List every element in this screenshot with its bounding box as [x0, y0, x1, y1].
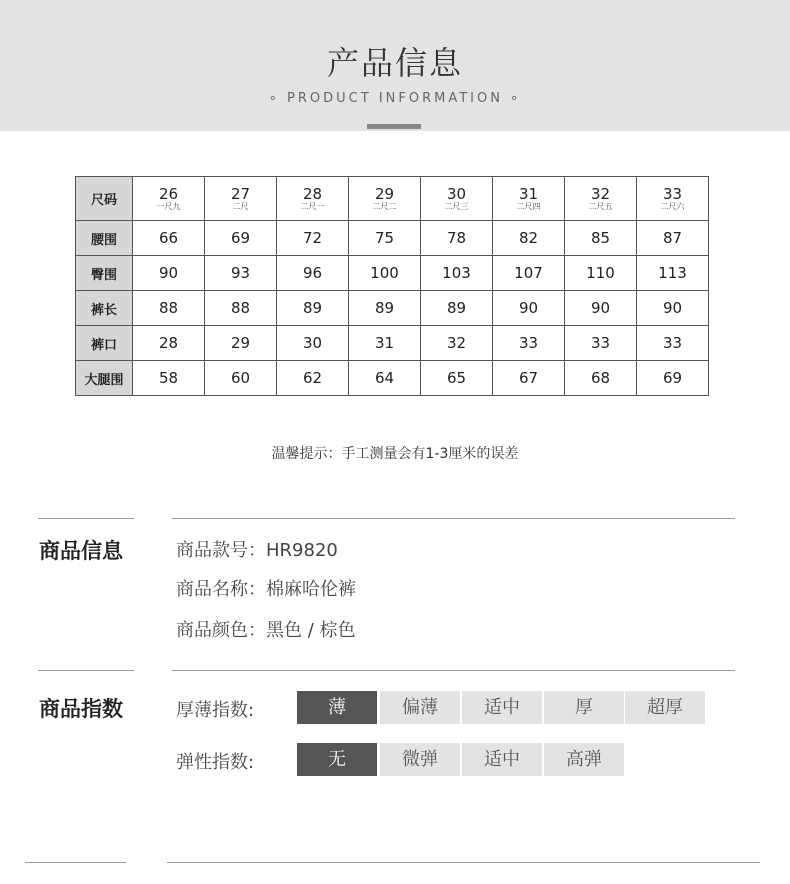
size-header-cell — [565, 177, 637, 221]
header-banner — [0, 0, 790, 131]
divider-left — [25, 862, 126, 863]
table-cell: 30 — [277, 326, 349, 361]
size-chinese: 一尺九 — [156, 201, 181, 211]
table-cell: 31 — [349, 326, 421, 361]
table-cell: 69 — [205, 221, 277, 256]
table-cell: 60 — [205, 361, 277, 396]
size-table-head-label: 尺码 — [76, 177, 133, 221]
size-header-cell — [349, 177, 421, 221]
table-cell: 75 — [349, 221, 421, 256]
row-label: 裤长 — [76, 291, 133, 326]
table-cell: 28 — [133, 326, 205, 361]
size-header-cell — [277, 177, 349, 221]
table-cell: 90 — [493, 291, 565, 326]
divider-right — [172, 670, 735, 671]
size-chinese: 二尺二 — [372, 201, 397, 211]
divider-left — [38, 518, 134, 519]
divider-right — [167, 862, 760, 863]
table-cell: 90 — [637, 291, 709, 326]
row-label: 裤口 — [76, 326, 133, 361]
table-cell: 85 — [565, 221, 637, 256]
table-cell: 33 — [493, 326, 565, 361]
size-chinese: 二尺一 — [300, 201, 325, 211]
table-cell: 58 — [133, 361, 205, 396]
size-chinese: 二尺五 — [588, 201, 613, 211]
table-cell: 88 — [205, 291, 277, 326]
table-cell: 89 — [421, 291, 493, 326]
table-cell: 100 — [349, 256, 421, 291]
table-row-length — [76, 291, 709, 326]
measurement-tip: 温馨提示：手工测量会有1-3厘米的误差 — [271, 446, 519, 462]
table-cell: 78 — [421, 221, 493, 256]
size-number: 32 — [590, 184, 611, 203]
size-number: 33 — [662, 184, 683, 203]
table-cell: 82 — [493, 221, 565, 256]
size-number: 28 — [302, 184, 323, 203]
table-cell: 65 — [421, 361, 493, 396]
row-label: 臀围 — [76, 256, 133, 291]
table-row-waist — [76, 221, 709, 256]
row-label: 腰围 — [76, 221, 133, 256]
table-cell: 96 — [277, 256, 349, 291]
title-underline-bar — [367, 124, 421, 129]
size-chinese: 二尺六 — [660, 201, 685, 211]
table-cell: 90 — [133, 256, 205, 291]
product-info-title: 商品信息 — [39, 539, 123, 563]
table-cell: 93 — [205, 256, 277, 291]
size-header-cell — [205, 177, 277, 221]
size-table — [75, 176, 709, 396]
table-cell: 103 — [421, 256, 493, 291]
info-style-number: 商品款号：HR9820 — [176, 540, 338, 561]
elasticity-option-high: 高弹 — [544, 743, 624, 776]
table-cell: 33 — [565, 326, 637, 361]
product-index-title: 商品指数 — [39, 697, 123, 721]
info-product-name: 商品名称：棉麻哈伦裤 — [176, 579, 356, 600]
size-chinese: 二尺三 — [444, 201, 469, 211]
table-cell: 62 — [277, 361, 349, 396]
elasticity-option-medium: 适中 — [462, 743, 542, 776]
size-number: 27 — [230, 184, 251, 203]
thickness-label: 厚薄指数: — [176, 700, 255, 721]
elasticity-label: 弹性指数: — [176, 752, 255, 773]
table-cell: 32 — [421, 326, 493, 361]
divider-right — [172, 518, 735, 519]
size-chinese: 二尺四 — [516, 201, 541, 211]
table-cell: 69 — [637, 361, 709, 396]
thickness-option-thin: 薄 — [297, 691, 377, 724]
elasticity-option-none: 无 — [297, 743, 377, 776]
thickness-option-medium: 适中 — [462, 691, 542, 724]
size-header-cell — [133, 177, 205, 221]
elasticity-option-slight: 微弹 — [380, 743, 460, 776]
table-cell: 64 — [349, 361, 421, 396]
size-number: 31 — [518, 184, 539, 203]
table-cell: 72 — [277, 221, 349, 256]
size-header-cell — [421, 177, 493, 221]
size-table-header-row — [76, 177, 709, 221]
table-cell: 89 — [349, 291, 421, 326]
size-number: 29 — [374, 184, 395, 203]
table-cell: 88 — [133, 291, 205, 326]
table-cell: 67 — [493, 361, 565, 396]
divider-left — [38, 670, 134, 671]
table-row-thigh — [76, 361, 709, 396]
thickness-option-extra-thick: 超厚 — [625, 691, 705, 724]
table-cell: 107 — [493, 256, 565, 291]
table-cell: 66 — [133, 221, 205, 256]
size-header-cell — [493, 177, 565, 221]
table-cell: 110 — [565, 256, 637, 291]
thickness-option-slightly-thin: 偏薄 — [380, 691, 460, 724]
table-cell: 113 — [637, 256, 709, 291]
size-number: 26 — [158, 184, 179, 203]
table-cell: 87 — [637, 221, 709, 256]
table-cell: 68 — [565, 361, 637, 396]
page-subtitle: ∘ PRODUCT INFORMATION ∘ — [268, 91, 522, 106]
table-cell: 33 — [637, 326, 709, 361]
table-cell: 89 — [277, 291, 349, 326]
table-cell: 90 — [565, 291, 637, 326]
thickness-option-thick: 厚 — [544, 691, 624, 724]
table-cell: 29 — [205, 326, 277, 361]
table-row-hip — [76, 256, 709, 291]
size-number: 30 — [446, 184, 467, 203]
info-product-color: 商品颜色：黑色 / 棕色 — [176, 620, 356, 641]
size-chinese: 二尺 — [232, 201, 249, 211]
table-row-hem — [76, 326, 709, 361]
page-title: 产品信息 — [326, 44, 463, 82]
row-label: 大腿围 — [76, 361, 133, 396]
size-header-cell — [637, 177, 709, 221]
